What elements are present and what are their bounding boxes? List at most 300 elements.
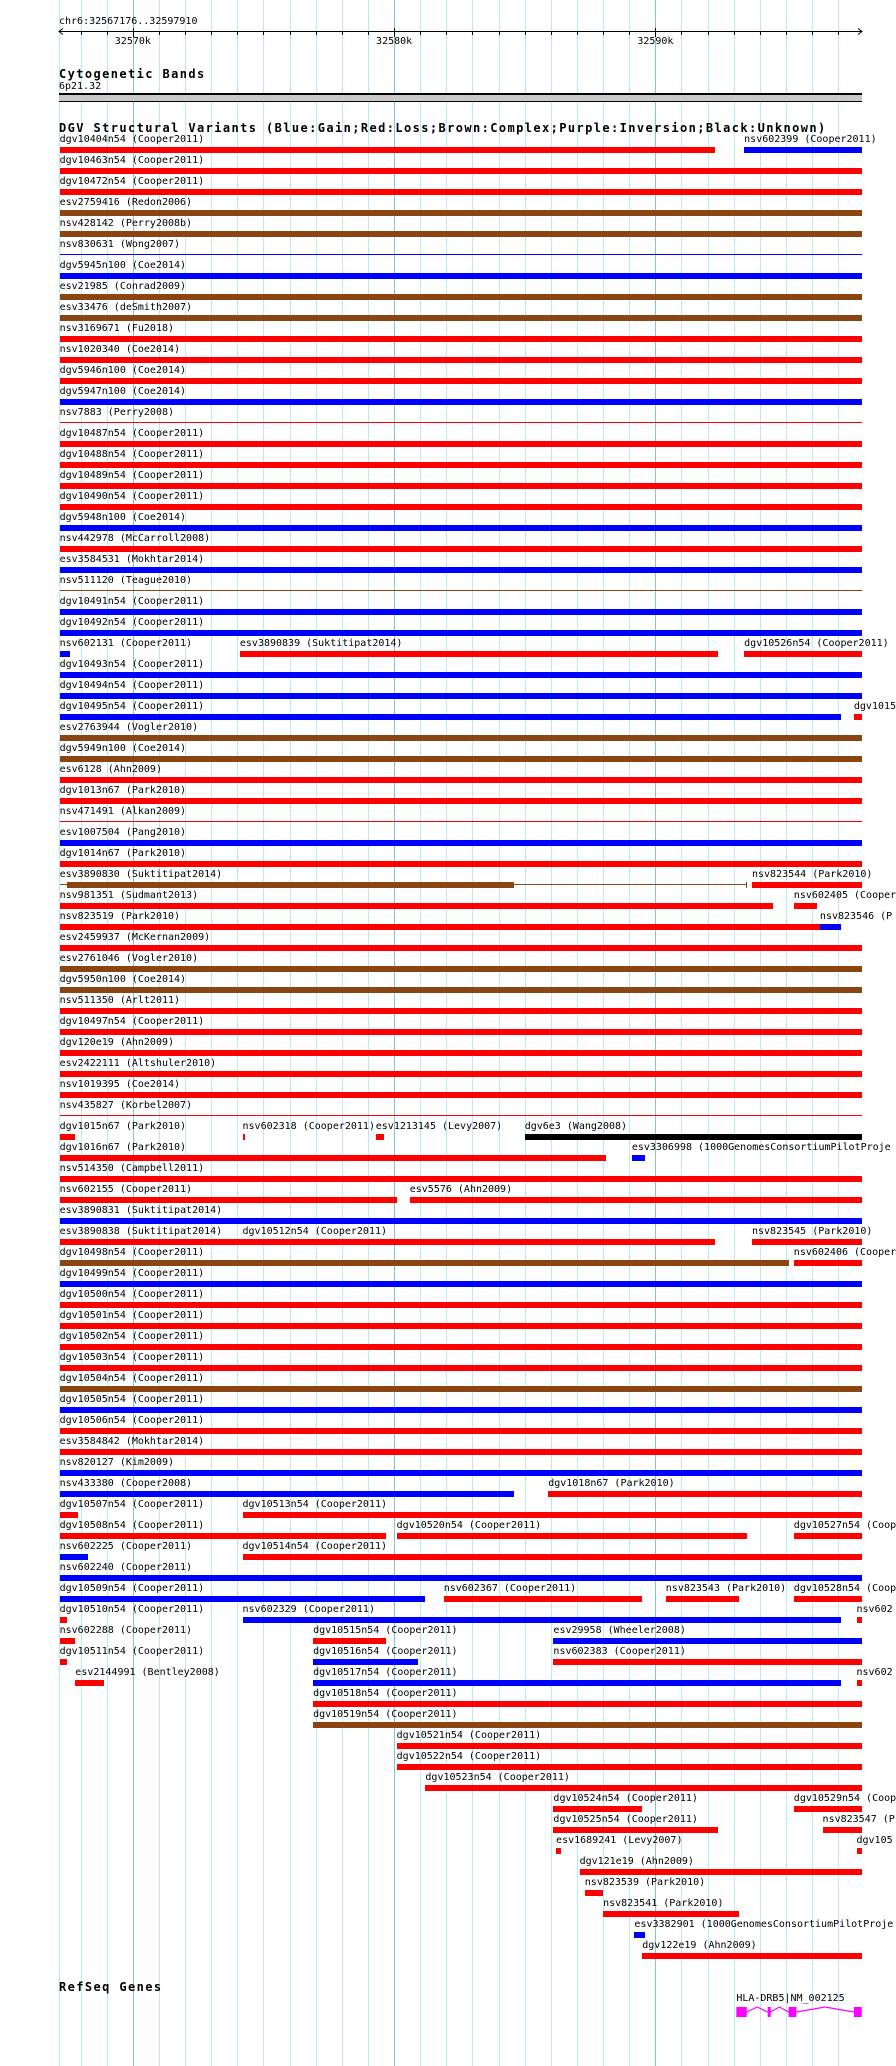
track-row [0, 848, 890, 869]
variant-label: dgv10504n54 (Cooper2011) [59, 1373, 205, 1384]
variant-label: dgv1014n67 (Park2010) [59, 848, 187, 859]
variant-bar-red[interactable] [548, 1491, 862, 1497]
variant-bar-red[interactable] [60, 1512, 78, 1518]
variant-bar-brown[interactable] [60, 735, 862, 741]
track-row [0, 323, 890, 344]
variant-label: dgv10524n54 (Cooper2011) [553, 1793, 698, 1804]
track-row [0, 1268, 890, 1289]
variant-label: dgv10525n54 (Cooper2011) [553, 1814, 698, 1825]
variant-bar-red[interactable] [60, 483, 862, 489]
variant-label: dgv10497n54 (Cooper2011) [59, 1016, 205, 1027]
variant-label: dgv10515n54 (Cooper2011) [313, 1625, 458, 1636]
track-row [0, 827, 890, 848]
variant-bar-red[interactable] [397, 1764, 862, 1770]
track-row [0, 533, 890, 554]
variant-bar-red[interactable] [60, 1197, 397, 1203]
track-row [0, 1751, 890, 1772]
track-row [0, 1772, 890, 1793]
track-row [0, 1016, 890, 1037]
track-row [0, 1394, 890, 1415]
track-row [0, 1520, 896, 1541]
variant-bar-blue[interactable] [60, 1470, 862, 1476]
variant-bar-brown[interactable] [60, 590, 862, 591]
track-row [0, 239, 890, 260]
variant-bar-blue[interactable] [60, 273, 862, 279]
variant-bar-blue[interactable] [60, 1554, 89, 1560]
variant-bar-red[interactable] [60, 945, 862, 951]
variant-label: nsv428142 (Perry2008b) [59, 218, 193, 229]
variant-label: dgv10526n54 (Cooper2011) [744, 638, 889, 649]
variant-bar-red[interactable] [60, 821, 862, 822]
variant-label: dgv5950n100 (Coe2014) [59, 974, 187, 985]
variant-label: dgv10513n54 (Cooper2011) [242, 1499, 388, 1510]
track-row [0, 1709, 890, 1730]
variant-label: nsv435827 (Korbel2007) [59, 1100, 193, 1111]
variant-label: dgv10500n54 (Cooper2011) [59, 1289, 205, 1300]
variant-label: dgv1016n67 (Park2010) [59, 1142, 187, 1153]
variant-bar-red[interactable] [60, 1659, 68, 1665]
track-row [0, 407, 890, 428]
variant-bar-black[interactable] [525, 1134, 862, 1140]
variant-bar-red[interactable] [857, 1617, 862, 1623]
variant-label: esv5576 (Ahn2009) [409, 1184, 513, 1195]
variant-label: dgv10527n54 (Coop [793, 1520, 896, 1531]
variant-bar-red[interactable] [553, 1659, 861, 1665]
track-row [0, 1058, 890, 1079]
variant-bar-blue[interactable] [60, 1281, 862, 1287]
variant-label: nsv602288 (Cooper2011) [59, 1625, 193, 1636]
track-row [0, 1688, 890, 1709]
variant-bar-red[interactable] [60, 1239, 243, 1245]
track-row [0, 638, 890, 659]
variant-label: dgv10512n54 (Cooper2011) [242, 1226, 388, 1237]
variant-bar-red[interactable] [744, 651, 862, 657]
variant-bar-brown[interactable] [313, 1722, 862, 1728]
variant-label: nsv442978 (McCarroll2008) [59, 533, 211, 544]
track-row [0, 218, 890, 239]
variant-label: dgv5949n100 (Coe2014) [59, 743, 187, 754]
variant-bar-red[interactable] [60, 1365, 862, 1371]
refseq-track-title: RefSeq Genes [59, 1980, 163, 1994]
track-row [0, 554, 890, 575]
track-row [0, 1226, 890, 1247]
variant-bar-blue[interactable] [553, 1638, 861, 1644]
variant-bar-blue[interactable] [744, 147, 862, 153]
variant-label: dgv10499n54 (Cooper2011) [59, 1268, 205, 1279]
track-row [0, 1352, 890, 1373]
track-row [0, 743, 890, 764]
track-row [0, 281, 890, 302]
variant-bar-blue[interactable] [820, 924, 841, 930]
variant-bar-red[interactable] [60, 1617, 68, 1623]
variant-label: dgv10501n54 (Cooper2011) [59, 1310, 205, 1321]
track-row [0, 1247, 896, 1268]
variant-bar-blue[interactable] [60, 1491, 515, 1497]
gene-model[interactable] [0, 2004, 890, 2024]
variant-bar-red[interactable] [60, 336, 862, 342]
track-row [0, 1142, 890, 1163]
variant-bar-blue[interactable] [60, 651, 70, 657]
variant-bar-red[interactable] [585, 1890, 603, 1896]
track-row [0, 911, 893, 932]
variant-bar-blue[interactable] [60, 567, 862, 573]
variant-label: nsv602329 (Cooper2011) [242, 1604, 375, 1615]
variant-bar-red[interactable] [60, 924, 820, 930]
variant-label: dgv10495n54 (Cooper2011) [59, 701, 205, 712]
variant-bar-red[interactable] [425, 1785, 861, 1791]
variant-bar-blue[interactable] [60, 1575, 862, 1581]
variant-bar-brown[interactable] [60, 1386, 862, 1392]
exon-block [854, 2007, 862, 2017]
gene-label: HLA-DRB5|NM_002125 [736, 1993, 845, 2004]
variant-label: nsv511120 (Teague2010) [59, 575, 193, 586]
variant-bar-blue[interactable] [313, 1680, 841, 1686]
track-row [0, 806, 890, 827]
variant-label: esv3584842 (Mokhtar2014) [59, 1436, 205, 1447]
variant-bar-red[interactable] [857, 1680, 862, 1686]
track-row [0, 722, 890, 743]
variant-label: esv21985 (Conrad2009) [59, 281, 187, 292]
variant-bar-red[interactable] [642, 1953, 861, 1959]
variant-label: nsv602318 (Cooper2011) [242, 1121, 375, 1132]
intron-line [796, 2007, 853, 2012]
variant-bar-blue[interactable] [60, 630, 862, 636]
variant-bar-red[interactable] [75, 1680, 104, 1686]
variant-label: esv3382901 (1000GenomesConsortiumPilotProje [634, 1919, 894, 1930]
variant-bar-red[interactable] [313, 1638, 386, 1644]
variant-bar-blue[interactable] [60, 525, 862, 531]
variant-bar-blue[interactable] [60, 714, 841, 720]
variant-label: nsv823544 (Park2010) [752, 869, 873, 880]
track-row [0, 974, 890, 995]
variant-bar-red[interactable] [60, 1050, 862, 1056]
variant-label: dgv10514n54 (Cooper2011) [242, 1541, 388, 1552]
variant-bar-red[interactable] [603, 1911, 739, 1917]
variant-bar-red[interactable] [794, 1806, 862, 1812]
variant-bar-red[interactable] [60, 378, 862, 384]
variant-bar-red[interactable] [60, 422, 862, 423]
variant-label: dgv10488n54 (Cooper2011) [59, 449, 205, 460]
track-row [0, 449, 890, 470]
variant-label: dgv10510n54 (Cooper2011) [59, 1604, 205, 1615]
variant-label: esv2763944 (Vogler2010) [59, 722, 199, 733]
variant-bar-blue[interactable] [60, 1596, 426, 1602]
variant-bar-blue[interactable] [60, 1407, 862, 1413]
intron-line [770, 2007, 788, 2012]
variant-bar-red[interactable] [60, 1008, 862, 1014]
track-row [0, 1457, 890, 1478]
variant-bar-brown[interactable] [60, 294, 862, 300]
variant-bar-red[interactable] [60, 903, 773, 909]
track-row [0, 1478, 890, 1499]
variant-bar-red[interactable] [60, 1115, 862, 1116]
variant-bar-red[interactable] [444, 1596, 643, 1602]
track-row [0, 1583, 896, 1604]
exon-block [768, 2007, 771, 2017]
track-row [0, 1814, 895, 1835]
variant-label: dgv10519n54 (Cooper2011) [313, 1709, 458, 1720]
variant-label: dgv10463n54 (Cooper2011) [59, 155, 205, 166]
variant-bar-red[interactable] [666, 1596, 739, 1602]
track-row [0, 1079, 890, 1100]
variant-bar-red[interactable] [60, 1428, 862, 1434]
variant-bar-red[interactable] [794, 1596, 862, 1602]
variant-label: nsv511350 (Arlt2011) [59, 995, 181, 1006]
variant-label: dgv10506n54 (Cooper2011) [59, 1415, 205, 1426]
track-row [0, 365, 890, 386]
cytoband-bar[interactable] [59, 95, 862, 102]
variant-label: nsv830631 (Wong2007) [59, 239, 181, 250]
track-row [0, 1541, 890, 1562]
variant-label: nsv602399 (Cooper2011) [744, 134, 877, 145]
variant-label: nsv1019395 (Coe2014) [59, 1079, 181, 1090]
track-row [0, 491, 890, 512]
track-row [0, 1667, 893, 1688]
dgv-track-title: DGV Structural Variants (Blue:Gain;Red:Loss;Brown:Complex;Purple:Inversion;Black:Unknown) [59, 121, 827, 135]
track-row [0, 260, 890, 281]
variant-label: dgv10528n54 (Coop [793, 1583, 896, 1594]
variant-bar-red[interactable] [580, 1869, 862, 1875]
variant-label: esv3890839 (Suktitipat2014) [239, 638, 403, 649]
track-row [0, 1730, 890, 1751]
variant-label: dgv10502n54 (Cooper2011) [59, 1331, 205, 1342]
variant-bar-red[interactable] [556, 1848, 561, 1854]
variant-bar-red[interactable] [60, 1323, 862, 1329]
variant-label: esv2759416 (Redon2006) [59, 197, 193, 208]
variant-label: dgv10518n54 (Cooper2011) [313, 1688, 458, 1699]
variant-label: dgv1013n67 (Park2010) [59, 785, 187, 796]
variant-label: nsv471491 (Alkan2009) [59, 806, 187, 817]
variant-bar-brown[interactable] [60, 231, 862, 237]
variant-bar-red[interactable] [553, 1806, 642, 1812]
track-row [0, 1940, 890, 1961]
variant-bar-brown[interactable] [60, 987, 862, 993]
variant-label: dgv1018n67 (Park2010) [548, 1478, 675, 1489]
track-row [0, 1289, 890, 1310]
variant-label: nsv823541 (Park2010) [603, 1898, 724, 1909]
variant-label: nsv602225 (Cooper2011) [59, 1541, 193, 1552]
variant-bar-red[interactable] [60, 546, 862, 552]
variant-label: dgv10521n54 (Cooper2011) [396, 1730, 542, 1741]
variant-bar-blue[interactable] [313, 1659, 418, 1665]
cytoband-track-title: Cytogenetic Bands [59, 67, 206, 81]
variant-label: esv33476 (deSmith2007) [59, 302, 193, 313]
variant-bar-brown[interactable] [60, 210, 862, 216]
variant-bar-red[interactable] [60, 147, 716, 153]
variant-bar-red[interactable] [60, 357, 862, 363]
variant-label: nsv602240 (Cooper2011) [59, 1562, 193, 1573]
track-row [0, 1037, 890, 1058]
variant-label: dgv10472n54 (Cooper2011) [59, 176, 205, 187]
variant-bar-red[interactable] [794, 1260, 862, 1266]
variant-label: esv3306998 (1000GenomesConsortiumPilotProje [631, 1142, 891, 1153]
track-row [0, 1919, 894, 1940]
variant-bar-red[interactable] [857, 1848, 862, 1854]
variant-bar-red[interactable] [752, 882, 862, 888]
variant-label: dgv10492n54 (Cooper2011) [59, 617, 205, 628]
variant-bar-red[interactable] [60, 504, 862, 510]
variant-label: dgv10523n54 (Cooper2011) [425, 1772, 570, 1783]
variant-bar-blue[interactable] [60, 693, 862, 699]
variant-label: nsv602383 (Cooper2011) [553, 1646, 686, 1657]
track-row [0, 596, 890, 617]
variant-bar-red[interactable] [752, 1239, 862, 1245]
variant-label: nsv433380 (Cooper2008) [59, 1478, 193, 1489]
variant-bar-red[interactable] [60, 798, 862, 804]
variant-label: esv29958 (Wheeler2008) [553, 1625, 686, 1636]
variant-thick-segment[interactable] [67, 882, 514, 888]
variant-bar-red[interactable] [60, 1155, 606, 1161]
exon-block [736, 2007, 746, 2017]
variant-label: dgv10511n54 (Cooper2011) [59, 1646, 205, 1657]
track-row [0, 1205, 890, 1226]
variant-label: dgv10404n54 (Cooper2011) [59, 134, 205, 145]
variant-label: dgv10487n54 (Cooper2011) [59, 428, 205, 439]
track-row [0, 134, 890, 155]
variant-label: dgv10489n54 (Cooper2011) [59, 470, 205, 481]
track-row [0, 1415, 890, 1436]
track-row [0, 197, 890, 218]
variant-bar-brown[interactable] [60, 966, 862, 972]
variant-label: dgv10509n54 (Cooper2011) [59, 1583, 205, 1594]
track-row [0, 1436, 890, 1457]
track-row [0, 953, 890, 974]
variant-bar-red[interactable] [794, 903, 818, 909]
variant-bar-red[interactable] [60, 1134, 76, 1140]
variant-label: nsv820127 (Kim2009) [59, 1457, 175, 1468]
variant-bar-red[interactable] [60, 1092, 862, 1098]
variant-bar-red[interactable] [60, 1029, 862, 1035]
variant-bar-red[interactable] [410, 1197, 862, 1203]
track-row [0, 470, 890, 491]
variant-bar-brown[interactable] [60, 315, 862, 321]
variant-bar-red[interactable] [60, 168, 862, 174]
track-row [0, 1898, 890, 1919]
variant-bar-red[interactable] [313, 1701, 862, 1707]
variant-label: dgv10520n54 (Cooper2011) [396, 1520, 542, 1531]
variant-label: dgv10507n54 (Cooper2011) [59, 1499, 205, 1510]
variant-label: esv2144991 (Bentley2008) [75, 1667, 220, 1678]
variant-label: dgv10517n54 (Cooper2011) [313, 1667, 458, 1678]
track-row [0, 1163, 890, 1184]
variant-bar-brown[interactable] [60, 1260, 789, 1266]
variant-bar-red[interactable] [60, 1302, 862, 1308]
variant-label: dgv10498n54 (Cooper2011) [59, 1247, 205, 1258]
variant-bar-red[interactable] [60, 1638, 76, 1644]
variant-bar-red[interactable] [60, 1533, 387, 1539]
variant-bar-red[interactable] [60, 1176, 862, 1182]
variant-bar-blue[interactable] [60, 1218, 862, 1224]
variant-label: dgv1015n67 (Park2010) [59, 1121, 187, 1132]
variant-label: dgv10529n54 (Coop [793, 1793, 896, 1804]
variant-bar-blue[interactable] [632, 1155, 645, 1161]
variant-bar-blue[interactable] [60, 399, 862, 405]
track-row [0, 575, 890, 596]
track-row [0, 1835, 893, 1856]
variant-bar-red[interactable] [823, 1827, 862, 1833]
track-row [0, 1793, 896, 1814]
variant-label: nsv602155 (Cooper2011) [59, 1184, 193, 1195]
track-row [0, 785, 890, 806]
variant-label: nsv602406 (Cooper [793, 1247, 896, 1258]
variant-bar-blue[interactable] [60, 609, 862, 615]
variant-bar-blue[interactable] [60, 672, 862, 678]
track-row [0, 1373, 890, 1394]
variant-label: nsv823543 (Park2010) [665, 1583, 787, 1594]
variant-label: dgv10493n54 (Cooper2011) [59, 659, 205, 670]
variant-label: esv1689241 (Levy2007) [556, 1835, 683, 1846]
variant-label: nsv823546 (P [819, 911, 893, 922]
variant-label: nsv7883 (Perry2008) [59, 407, 175, 418]
variant-label: dgv5946n100 (Coe2014) [59, 365, 187, 376]
variant-bar-red[interactable] [243, 1554, 862, 1560]
variant-bar-red[interactable] [243, 1239, 716, 1245]
variant-label: nsv981351 (Sudmant2013) [59, 890, 199, 901]
variant-label: esv3890838 (Suktitipat2014) [59, 1226, 223, 1237]
variant-label: dgv10522n54 (Cooper2011) [396, 1751, 542, 1762]
variant-bar-red[interactable] [397, 1533, 747, 1539]
track-row [0, 428, 890, 449]
variant-bar-red[interactable] [60, 462, 862, 468]
variant-bar-blue[interactable] [243, 1617, 841, 1623]
variant-label: nsv823519 (Park2010) [59, 911, 181, 922]
variant-bar-red[interactable] [376, 1134, 384, 1140]
variant-bar-red[interactable] [553, 1827, 718, 1833]
ruler-tick-label: 32570k [114, 36, 151, 47]
variant-bar-red[interactable] [60, 189, 862, 195]
variant-label: esv3890831 (Suktitipat2014) [59, 1205, 223, 1216]
variant-label: esv1213145 (Levy2007) [375, 1121, 503, 1132]
track-row [0, 1856, 890, 1877]
variant-bar-red[interactable] [60, 1344, 862, 1350]
variant-bar-brown[interactable] [60, 756, 862, 762]
variant-bar-blue[interactable] [60, 254, 862, 255]
variant-bar-red[interactable] [60, 777, 862, 783]
variant-bar-blue[interactable] [60, 840, 862, 846]
variant-bar-red[interactable] [794, 1533, 862, 1539]
variant-label: dgv10490n54 (Cooper2011) [59, 491, 205, 502]
variant-bar-red[interactable] [60, 861, 862, 867]
variant-label: nsv823545 (Park2010) [752, 1226, 873, 1237]
variant-label: dgv10503n54 (Cooper2011) [59, 1352, 205, 1363]
ruler-location: chr6:32567176..32597910 [59, 16, 198, 27]
variant-bar-red[interactable] [243, 1512, 862, 1518]
track-row [0, 1877, 890, 1898]
intron-line [747, 2007, 768, 2012]
track-row [0, 1100, 890, 1121]
variant-label: dgv120e19 (Ahn2009) [59, 1037, 175, 1048]
variant-label: esv3584531 (Mokhtar2014) [59, 554, 205, 565]
variant-bar-blue[interactable] [634, 1932, 644, 1938]
variant-label: nsv602 [856, 1667, 893, 1678]
variant-label: dgv10508n54 (Cooper2011) [59, 1520, 205, 1531]
variant-bar-red[interactable] [60, 1449, 862, 1455]
variant-label: dgv10505n54 (Cooper2011) [59, 1394, 205, 1405]
variant-label: dgv122e19 (Ahn2009) [642, 1940, 757, 1951]
variant-bar-red[interactable] [854, 714, 862, 720]
track-row [0, 764, 890, 785]
variant-label: nsv3169671 (Fu2018) [59, 323, 175, 334]
variant-end-tick [746, 882, 747, 888]
variant-bar-red[interactable] [60, 1071, 862, 1077]
track-row [0, 701, 896, 722]
variant-bar-red[interactable] [60, 441, 862, 447]
variant-label: dgv121e19 (Ahn2009) [579, 1856, 694, 1867]
variant-label: nsv602405 (Cooper [793, 890, 896, 901]
variant-bar-red[interactable] [397, 1743, 862, 1749]
variant-bar-red[interactable] [243, 1134, 246, 1140]
variant-bar-red[interactable] [240, 651, 718, 657]
